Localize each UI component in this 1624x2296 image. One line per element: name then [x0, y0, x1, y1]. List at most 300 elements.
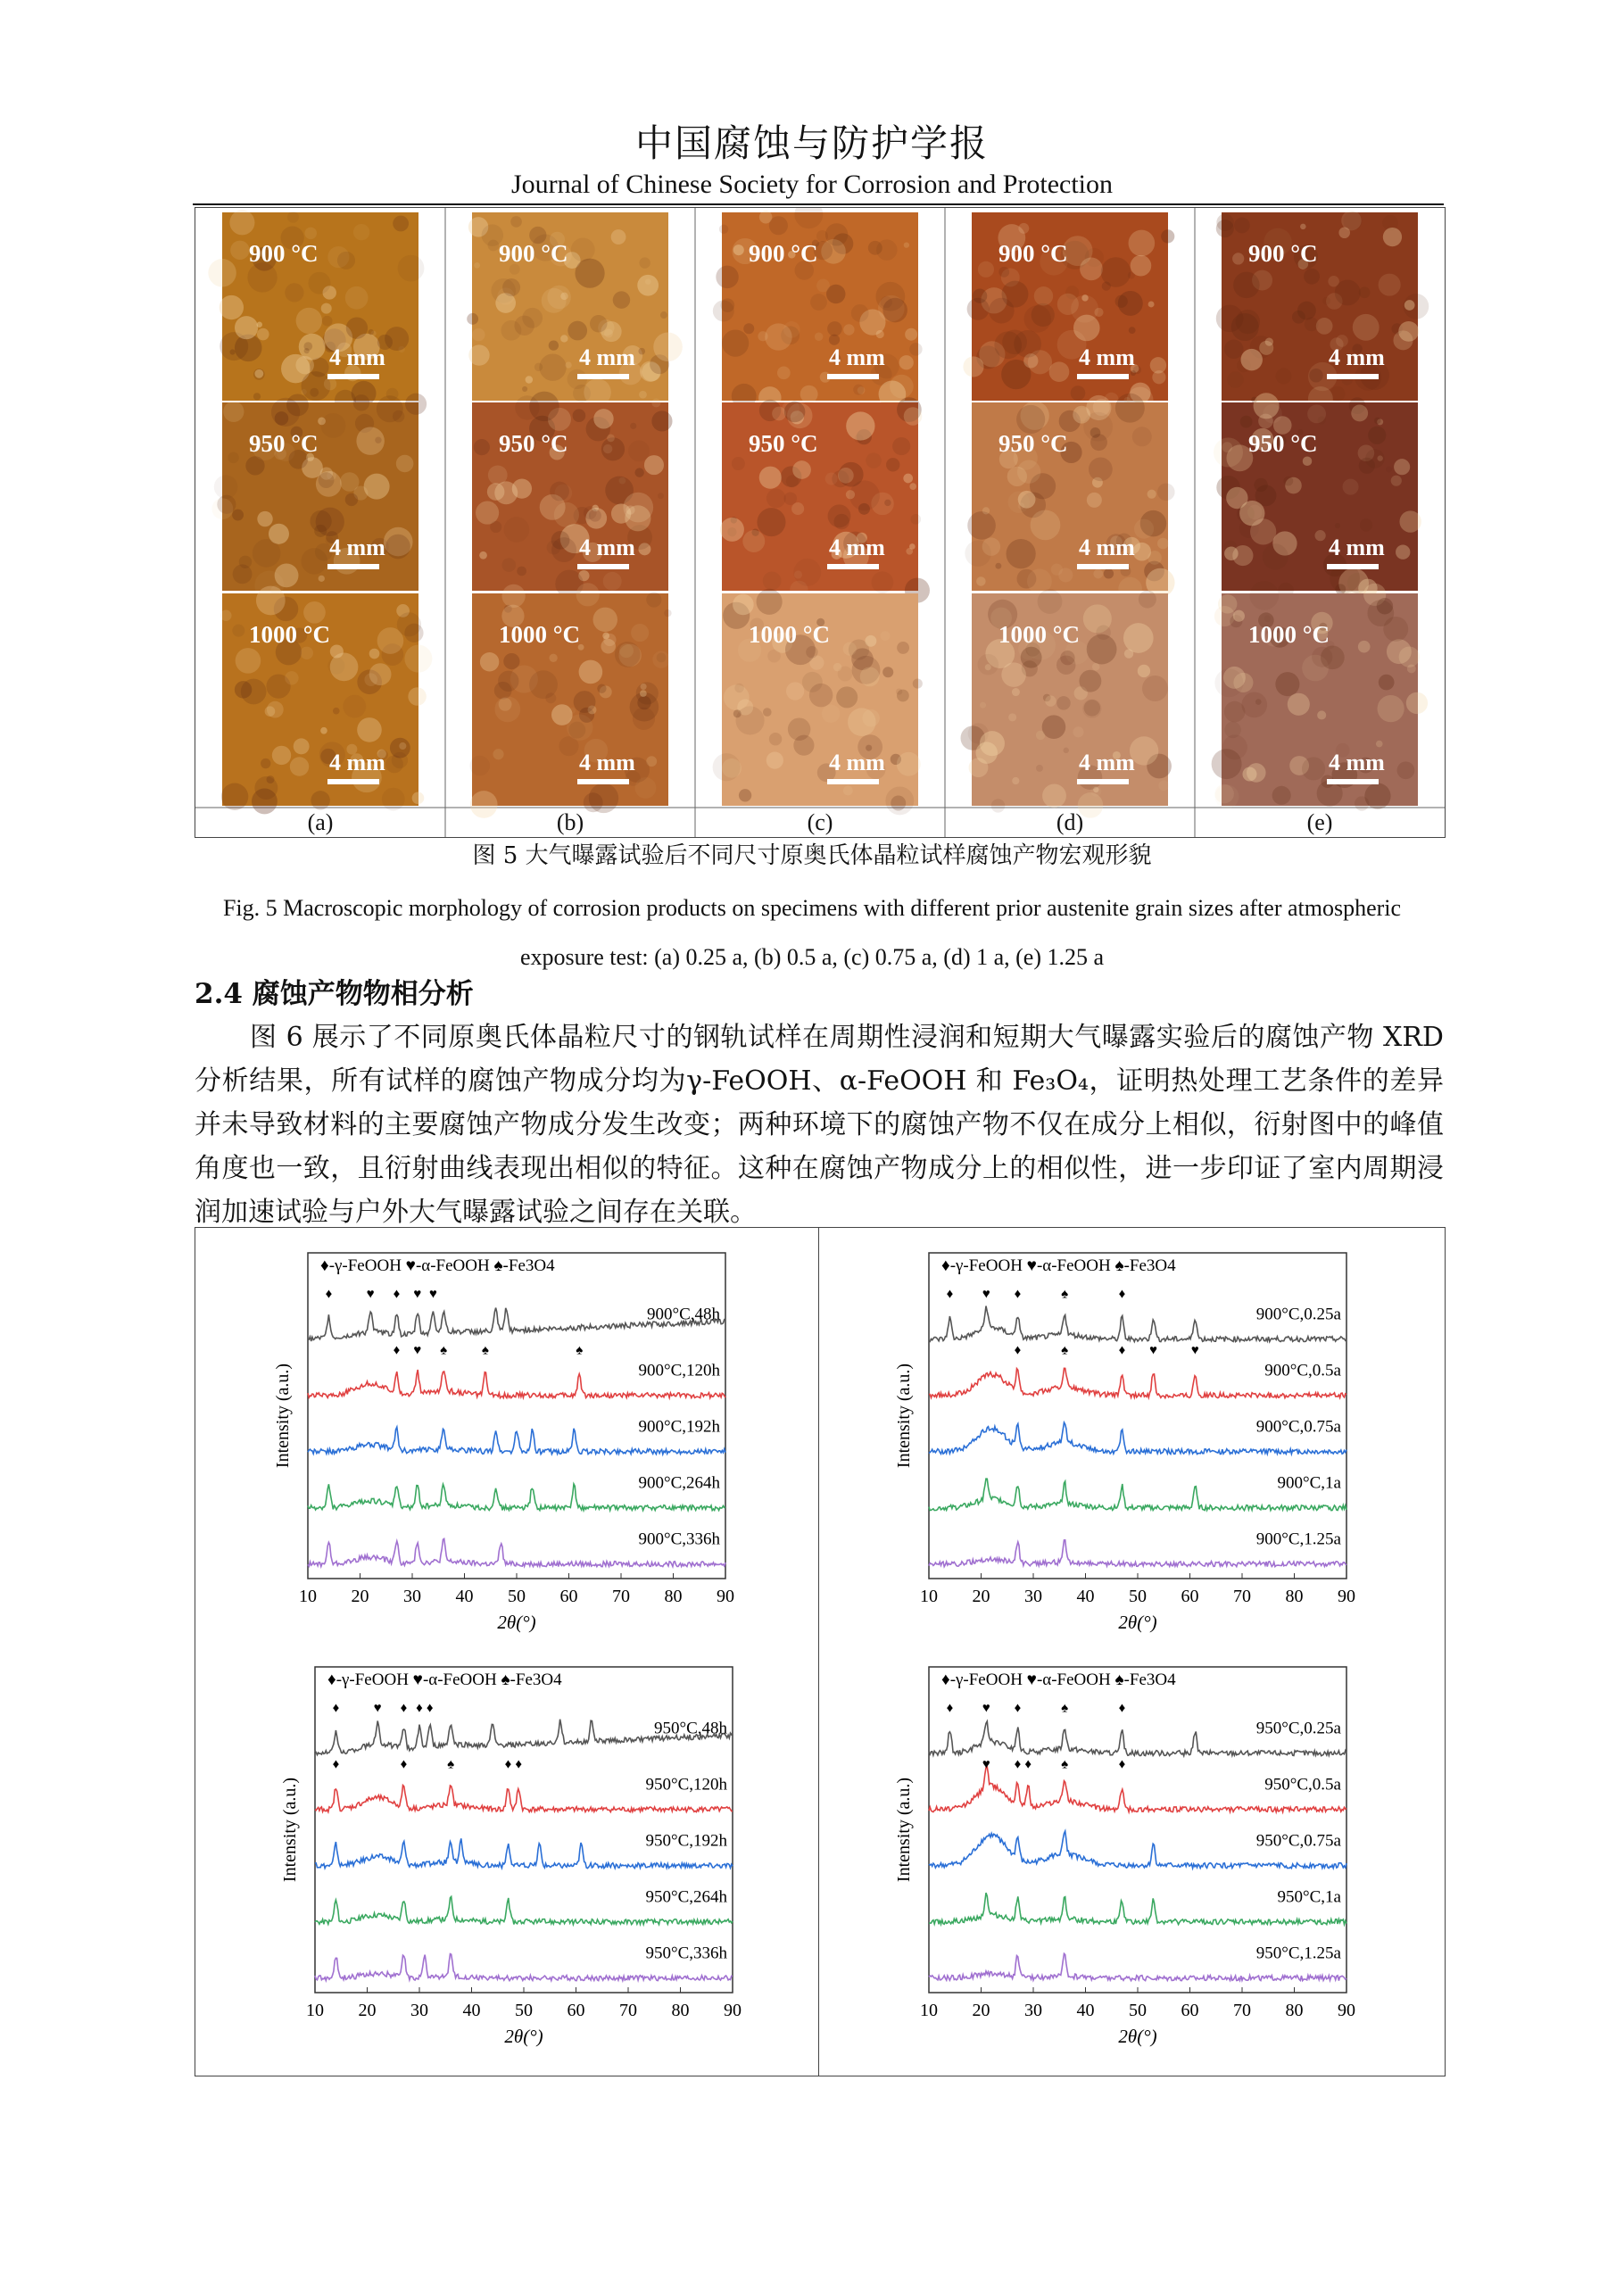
phase-marker: ♦	[1014, 1757, 1022, 1772]
corrosion-texture-spot	[1360, 518, 1372, 531]
corrosion-texture-spot	[784, 402, 806, 423]
corrosion-texture-spot	[330, 653, 359, 682]
corrosion-texture-spot	[891, 796, 906, 811]
corrosion-texture-spot	[603, 444, 612, 453]
corrosion-texture-spot	[1148, 301, 1155, 307]
corrosion-texture-spot	[644, 455, 664, 475]
corrosion-texture-spot	[1222, 734, 1247, 759]
corrosion-texture-spot	[223, 402, 244, 422]
corrosion-texture-spot	[651, 398, 660, 407]
corrosion-texture-spot	[1017, 460, 1040, 484]
corrosion-texture-spot	[573, 409, 586, 422]
scale-bar	[1077, 374, 1129, 379]
corrosion-texture-spot	[503, 653, 519, 669]
corrosion-texture-spot	[757, 508, 785, 536]
phase-marker: ♦	[1024, 1757, 1032, 1772]
corrosion-texture-spot	[875, 282, 905, 311]
corrosion-texture-spot	[285, 671, 298, 684]
corrosion-texture-spot	[1157, 484, 1175, 501]
corrosion-texture-spot	[611, 229, 626, 245]
corrosion-texture-spot	[1092, 663, 1100, 671]
corrosion-texture-spot	[732, 457, 745, 470]
corrosion-texture-spot	[1224, 701, 1246, 723]
corrosion-texture-spot	[967, 511, 996, 540]
corrosion-texture-spot	[480, 652, 499, 671]
corrosion-texture-spot	[1051, 564, 1063, 576]
phase-marker: ♦	[504, 1757, 512, 1772]
corrosion-texture-spot	[637, 275, 659, 296]
corrosion-texture-spot	[664, 609, 671, 617]
corrosion-texture-spot	[1129, 230, 1156, 257]
corrosion-texture-spot	[574, 691, 596, 713]
corrosion-texture-spot	[853, 385, 864, 395]
corrosion-texture-spot	[539, 354, 566, 381]
phase-marker: ♦	[515, 1757, 522, 1772]
corrosion-texture-spot	[1115, 295, 1128, 308]
corrosion-texture-spot	[809, 684, 833, 707]
corrosion-texture-spot	[982, 507, 990, 514]
x-tick-label: 10	[920, 1587, 938, 1606]
corrosion-texture-spot	[1394, 459, 1410, 475]
corrosion-texture-spot	[333, 708, 340, 715]
xrd-chart-bottom-right	[894, 1667, 1355, 2047]
corrosion-texture-spot	[404, 645, 432, 673]
corrosion-texture-spot	[554, 502, 579, 527]
corrosion-texture-spot	[843, 642, 857, 656]
temperature-label: 950 °C	[499, 430, 568, 457]
corrosion-texture-spot	[1049, 361, 1070, 382]
corrosion-texture-spot	[903, 474, 913, 484]
corrosion-texture-spot	[510, 216, 522, 228]
phase-marker: ♠	[1061, 1757, 1069, 1772]
corrosion-texture-spot	[405, 394, 427, 415]
corrosion-texture-spot	[1377, 598, 1393, 614]
scale-bar-label: 4 mm	[829, 750, 885, 775]
corrosion-texture-spot	[275, 563, 299, 587]
corrosion-texture-spot	[733, 709, 742, 717]
x-tick-label: 70	[1233, 1587, 1251, 1606]
corrosion-texture-spot	[1224, 546, 1239, 560]
corrosion-photo	[720, 397, 930, 602]
corrosion-texture-spot	[488, 465, 508, 485]
scale-bar	[327, 779, 379, 784]
corrosion-texture-spot	[1241, 692, 1267, 717]
corrosion-texture-spot	[833, 663, 841, 671]
corrosion-texture-spot	[232, 510, 244, 521]
corrosion-texture-spot	[786, 682, 804, 700]
corrosion-texture-spot	[860, 667, 880, 686]
corrosion-texture-spot	[398, 255, 425, 282]
corrosion-texture-spot	[998, 267, 1009, 278]
corrosion-texture-spot	[1304, 269, 1320, 285]
scale-bar-label: 4 mm	[1079, 750, 1135, 775]
corrosion-texture-spot	[825, 473, 838, 485]
temperature-label: 900 °C	[1248, 240, 1318, 267]
corrosion-texture-spot	[909, 483, 916, 490]
corrosion-texture-spot	[1222, 442, 1232, 452]
corrosion-texture-spot	[851, 304, 869, 322]
corrosion-texture-spot	[549, 654, 557, 662]
corrosion-texture-spot	[1101, 257, 1131, 287]
corrosion-texture-spot	[229, 210, 254, 235]
corrosion-texture-spot	[1233, 610, 1245, 622]
series-label: 900°C,0.25a	[1255, 1305, 1341, 1324]
corrosion-texture-spot	[304, 348, 310, 353]
corrosion-texture-spot	[1157, 538, 1169, 550]
series-label: 950°C,192h	[645, 1831, 727, 1851]
corrosion-texture-spot	[1131, 370, 1136, 376]
corrosion-texture-spot	[375, 437, 381, 443]
corrosion-texture-spot	[590, 315, 607, 332]
corrosion-texture-spot	[1276, 368, 1292, 384]
corrosion-texture-spot	[1234, 218, 1250, 234]
corrosion-texture-spot	[1232, 253, 1244, 264]
corrosion-texture-spot	[1250, 518, 1276, 544]
phase-marker: ♥	[982, 1701, 990, 1716]
corrosion-texture-spot	[1038, 589, 1063, 614]
corrosion-texture-spot	[1115, 394, 1145, 423]
x-tick-label: 20	[972, 2001, 990, 2020]
corrosion-texture-spot	[734, 684, 744, 693]
scale-bar-label: 4 mm	[1329, 750, 1385, 775]
corrosion-texture-spot	[1012, 688, 1020, 696]
corrosion-texture-spot	[592, 608, 617, 633]
corrosion-photo	[961, 589, 1172, 818]
series-label: 950°C,48h	[653, 1719, 727, 1738]
corrosion-texture-spot	[1406, 692, 1428, 714]
corrosion-texture-spot	[1341, 211, 1362, 231]
phase-marker: ♠	[576, 1343, 584, 1358]
corrosion-texture-spot	[316, 508, 344, 536]
series-label: 950°C,1.25a	[1255, 1944, 1341, 1963]
corrosion-texture-spot	[1076, 408, 1090, 421]
corrosion-texture-spot	[504, 517, 530, 543]
scale-bar-label: 4 mm	[829, 344, 885, 370]
scale-bar	[1077, 564, 1129, 569]
corrosion-texture-spot	[1355, 796, 1369, 810]
corrosion-texture-spot	[512, 478, 532, 498]
corrosion-texture-spot	[1224, 722, 1241, 739]
corrosion-texture-spot	[469, 756, 490, 776]
corrosion-texture-spot	[228, 452, 238, 463]
corrosion-texture-spot	[301, 647, 313, 659]
corrosion-texture-spot	[236, 648, 261, 674]
series-label: 950°C,0.75a	[1255, 1831, 1341, 1851]
corrosion-texture-spot	[739, 789, 751, 801]
corrosion-texture-spot	[397, 612, 421, 636]
scale-bar-label: 4 mm	[579, 344, 635, 370]
scale-bar	[577, 374, 629, 379]
corrosion-texture-spot	[843, 786, 853, 796]
corrosion-texture-spot	[479, 551, 487, 559]
section-title: 2.4 腐蚀产物物相分析	[195, 978, 474, 1010]
corrosion-texture-spot	[892, 437, 910, 455]
corrosion-texture-spot	[1288, 693, 1310, 716]
corrosion-texture-spot	[1089, 457, 1113, 481]
corrosion-texture-spot	[301, 548, 327, 575]
x-tick-label: 50	[1129, 2001, 1147, 2020]
series-label: 900°C,1a	[1277, 1473, 1341, 1493]
corrosion-texture-spot	[322, 316, 333, 327]
corrosion-texture-spot	[793, 735, 814, 756]
corrosion-texture-spot	[1045, 695, 1056, 706]
corrosion-texture-spot	[498, 671, 518, 692]
corrosion-texture-spot	[757, 589, 783, 615]
corrosion-texture-spot	[635, 777, 657, 799]
scale-bar	[327, 374, 379, 379]
series-label: 950°C,120h	[645, 1775, 727, 1795]
phase-marker: ♦	[1014, 1701, 1022, 1716]
corrosion-texture-spot	[640, 690, 647, 697]
corrosion-texture-spot	[1134, 519, 1154, 539]
figure-6	[195, 1227, 1446, 2076]
corrosion-texture-spot	[239, 556, 252, 568]
corrosion-texture-spot	[615, 642, 641, 667]
corrosion-texture-spot	[783, 321, 800, 338]
corrosion-texture-spot	[909, 543, 916, 550]
corrosion-texture-spot	[1036, 765, 1043, 772]
series-label: 950°C,0.5a	[1264, 1775, 1341, 1795]
corrosion-texture-spot	[886, 458, 899, 471]
corrosion-texture-spot	[493, 749, 503, 759]
corrosion-texture-spot	[793, 559, 821, 586]
phase-marker: ♦	[1118, 1343, 1126, 1358]
corrosion-texture-spot	[501, 320, 521, 341]
corrosion-texture-spot	[369, 649, 380, 659]
corrosion-texture-spot	[265, 706, 276, 717]
corrosion-texture-spot	[253, 393, 261, 400]
corrosion-texture-spot	[377, 395, 403, 422]
corrosion-texture-spot	[713, 753, 741, 781]
phase-marker: ♦	[1014, 1343, 1022, 1358]
corrosion-texture-spot	[290, 757, 309, 775]
x-tick-label: 60	[567, 2001, 585, 2020]
corrosion-texture-spot	[1376, 741, 1383, 748]
xrd-chart-top-left	[273, 1253, 734, 1633]
corrosion-texture-spot	[287, 211, 299, 223]
corrosion-texture-spot	[1080, 257, 1103, 280]
phase-marker: ♦	[1118, 1757, 1126, 1772]
series-label: 950°C,336h	[645, 1944, 727, 1963]
corrosion-texture-spot	[716, 266, 738, 288]
corrosion-texture-spot	[320, 727, 327, 734]
temperature-label: 950 °C	[249, 430, 319, 457]
phase-marker: ♠	[1061, 1343, 1069, 1358]
corrosion-texture-spot	[1001, 662, 1026, 687]
corrosion-texture-spot	[639, 257, 650, 268]
corrosion-photo	[220, 586, 432, 815]
corrosion-texture-spot	[978, 261, 994, 278]
corrosion-texture-spot	[589, 783, 618, 813]
corrosion-texture-spot	[1129, 327, 1136, 334]
corrosion-texture-spot	[792, 460, 811, 479]
corrosion-texture-spot	[1359, 286, 1371, 298]
series-label: 900°C,1.25a	[1255, 1529, 1341, 1549]
phase-marker: ♦	[416, 1701, 423, 1716]
phase-marker: ♠	[447, 1757, 455, 1772]
corrosion-texture-spot	[408, 687, 426, 705]
corrosion-photo	[1216, 211, 1429, 411]
corrosion-texture-spot	[575, 259, 604, 288]
legend: ♦-γ-FeOOH ♥-α-FeOOH ♠-Fe3O4	[941, 1256, 1176, 1275]
corrosion-texture-spot	[467, 313, 478, 325]
corrosion-texture-spot	[899, 355, 914, 369]
corrosion-texture-spot	[846, 411, 874, 440]
corrosion-texture-spot	[337, 252, 355, 269]
corrosion-texture-spot	[353, 224, 369, 240]
phase-marker: ♦	[400, 1701, 408, 1716]
corrosion-texture-spot	[1399, 510, 1421, 532]
corrosion-texture-spot	[303, 601, 326, 624]
corrosion-texture-spot	[568, 722, 585, 739]
corrosion-texture-spot	[1012, 777, 1019, 784]
corrosion-texture-spot	[1138, 665, 1150, 677]
corrosion-texture-spot	[1158, 781, 1169, 792]
series-label: 950°C,264h	[645, 1887, 727, 1907]
x-axis-label: 2θ(°)	[1118, 1612, 1157, 1633]
scale-bar-label: 4 mm	[1079, 344, 1135, 370]
corrosion-texture-spot	[1263, 543, 1288, 569]
corrosion-texture-spot	[910, 514, 921, 525]
corrosion-texture-spot	[346, 317, 368, 338]
corrosion-texture-spot	[1057, 294, 1079, 315]
corrosion-texture-spot	[1018, 502, 1024, 509]
corrosion-texture-spot	[876, 330, 884, 338]
x-tick-label: 10	[920, 2001, 938, 2020]
corrosion-photo	[1212, 581, 1428, 811]
corrosion-texture-spot	[1233, 272, 1259, 298]
corrosion-texture-spot	[742, 530, 765, 552]
temperature-label: 1000 °C	[499, 621, 581, 648]
corrosion-texture-spot	[613, 291, 630, 308]
corrosion-texture-spot	[345, 493, 358, 506]
corrosion-texture-spot	[488, 240, 500, 252]
phase-marker: ♦	[1118, 1701, 1126, 1716]
corrosion-texture-spot	[758, 331, 767, 341]
corrosion-texture-spot	[905, 328, 917, 341]
x-tick-label: 60	[1181, 1587, 1199, 1606]
corrosion-texture-spot	[872, 571, 894, 593]
corrosion-texture-spot	[660, 311, 667, 319]
corrosion-texture-spot	[1131, 255, 1152, 277]
temperature-label: 900 °C	[249, 240, 319, 267]
corrosion-texture-spot	[810, 294, 827, 311]
series-label: 900°C,120h	[638, 1361, 720, 1380]
x-tick-label: 90	[724, 2001, 742, 2020]
corrosion-texture-spot	[1249, 581, 1279, 610]
corrosion-texture-spot	[991, 799, 1005, 812]
corrosion-texture-spot	[884, 500, 891, 506]
corrosion-texture-spot	[1087, 493, 1102, 508]
corrosion-texture-spot	[1214, 668, 1243, 697]
series-label: 950°C,1a	[1277, 1887, 1341, 1907]
scale-bar-label: 4 mm	[329, 535, 385, 560]
corrosion-photo	[963, 212, 1174, 413]
legend: ♦-γ-FeOOH ♥-α-FeOOH ♠-Fe3O4	[320, 1256, 555, 1275]
corrosion-photo	[1214, 393, 1421, 598]
corrosion-texture-spot	[980, 731, 1005, 756]
x-tick-label: 70	[612, 1587, 630, 1606]
corrosion-texture-spot	[1034, 286, 1053, 305]
corrosion-texture-spot	[343, 695, 366, 718]
series-label: 900°C,48h	[646, 1305, 720, 1324]
corrosion-texture-spot	[829, 335, 840, 345]
x-tick-label: 40	[462, 2001, 481, 2020]
corrosion-texture-spot	[1093, 787, 1098, 792]
temperature-label: 1000 °C	[1248, 621, 1330, 648]
scale-bar	[1327, 374, 1379, 379]
corrosion-texture-spot	[285, 283, 303, 302]
corrosion-texture-spot	[1272, 786, 1291, 805]
x-tick-label: 80	[671, 2001, 690, 2020]
panel-label: (b)	[556, 809, 584, 835]
corrosion-texture-spot	[211, 498, 233, 519]
corrosion-texture-spot	[551, 531, 570, 550]
corrosion-texture-spot	[235, 316, 258, 339]
corrosion-texture-spot	[547, 286, 570, 309]
temperature-label: 900 °C	[499, 240, 568, 267]
corrosion-texture-spot	[1087, 634, 1117, 665]
figure-6-divider	[818, 1228, 819, 2076]
corrosion-texture-spot	[896, 688, 902, 694]
corrosion-texture-spot	[357, 717, 382, 742]
journal-title-cn: 中国腐蚀与防护学报	[634, 121, 989, 165]
corrosion-texture-spot	[639, 391, 647, 399]
corrosion-texture-spot	[651, 410, 672, 431]
corrosion-photo	[965, 394, 1174, 601]
x-axis-label: 2θ(°)	[1118, 2026, 1157, 2047]
temperature-label: 950 °C	[1248, 430, 1318, 457]
corrosion-texture-spot	[517, 567, 526, 576]
corrosion-photo	[467, 212, 683, 406]
corrosion-texture-spot	[1007, 539, 1036, 568]
corrosion-texture-spot	[247, 262, 277, 292]
corrosion-texture-spot	[385, 535, 410, 559]
corrosion-texture-spot	[254, 369, 263, 378]
corrosion-texture-spot	[1335, 279, 1361, 305]
x-tick-label: 50	[508, 1587, 526, 1606]
phase-marker: ♥	[373, 1701, 382, 1716]
corrosion-texture-spot	[549, 340, 559, 350]
corrosion-texture-spot	[271, 398, 300, 427]
corrosion-texture-spot	[1378, 695, 1404, 722]
corrosion-texture-spot	[221, 783, 248, 810]
corrosion-texture-spot	[1150, 357, 1166, 373]
corrosion-texture-spot	[560, 335, 568, 342]
corrosion-texture-spot	[973, 288, 987, 303]
xrd-chart-top-right	[894, 1253, 1355, 1633]
x-tick-label: 30	[1024, 2001, 1042, 2020]
corrosion-texture-spot	[658, 493, 664, 499]
corrosion-texture-spot	[995, 563, 1001, 569]
corrosion-texture-spot	[904, 407, 923, 426]
phase-marker: ♥	[982, 1287, 990, 1302]
corrosion-texture-spot	[220, 295, 244, 319]
corrosion-texture-spot	[1379, 274, 1401, 296]
series-label: 900°C,336h	[638, 1529, 720, 1549]
corrosion-texture-spot	[1292, 311, 1305, 324]
x-axis-label: 2θ(°)	[497, 1612, 536, 1633]
scale-bar	[827, 374, 879, 379]
corrosion-texture-spot	[522, 386, 527, 392]
corrosion-texture-spot	[722, 330, 749, 357]
corrosion-texture-spot	[646, 592, 661, 607]
corrosion-texture-spot	[257, 511, 272, 526]
corrosion-texture-spot	[720, 518, 744, 542]
corrosion-texture-spot	[822, 705, 840, 723]
corrosion-texture-spot	[382, 788, 405, 811]
corrosion-texture-spot	[1275, 672, 1299, 696]
